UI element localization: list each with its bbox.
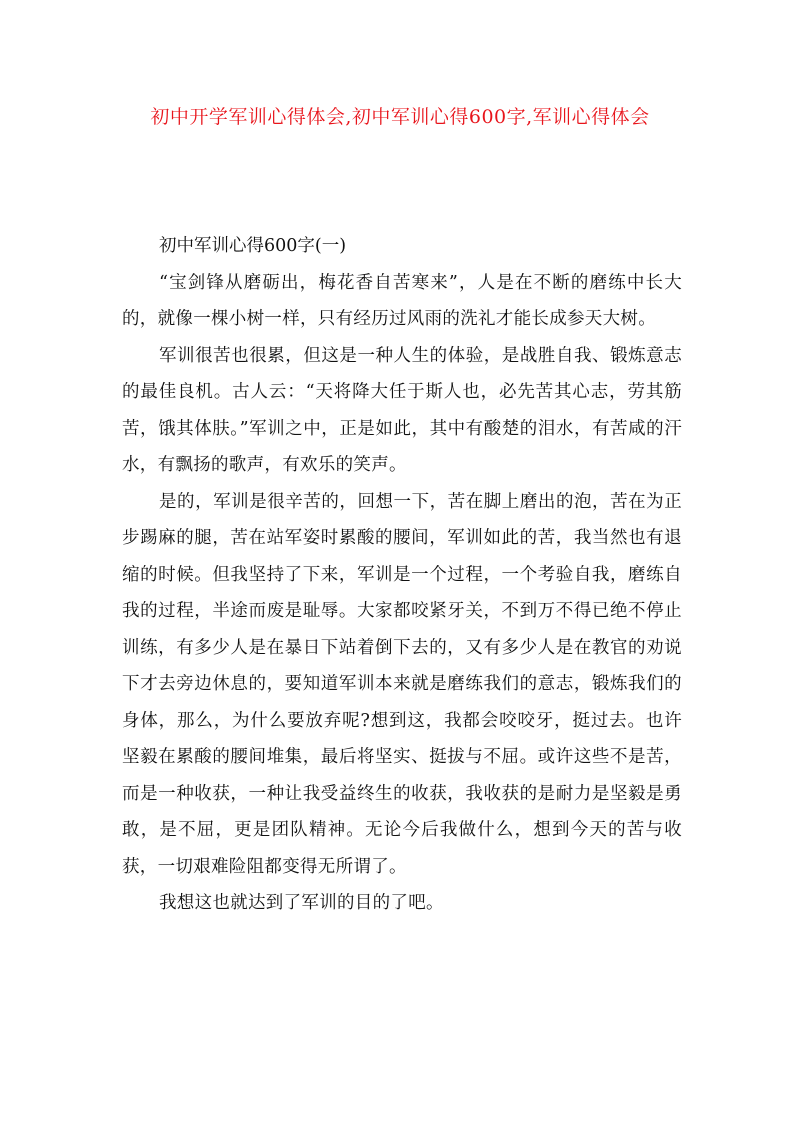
- paragraph-4: 我想这也就达到了军训的目的了吧。: [159, 893, 444, 913]
- paragraph-2: 军训很苦也很累，但这是一种人生的体验，是战胜自我、锻炼意志的最佳良机。古人云：“天将降大任于斯人也，必先苦其心志，劳其筋苦，饿其体肤。”军训之中，正是如此，其中有酸楚的泪水，有苦咸的汗水，有飘扬的歌声，有欢乐的笑声。: [122, 345, 682, 475]
- paragraph-1: “宝剑锋从磨砺出，梅花香自苦寒来”，人是在不断的磨练中长大的，就像一棵小树一样，只有经历过风雨的洗礼才能长成参天大树。: [122, 272, 682, 329]
- document-title: 初中开学军训心得体会,初中军训心得600字,军训心得体会: [150, 106, 650, 128]
- paragraph-3: 是的，军训是很辛苦的，回想一下，苦在脚上磨出的泡，苦在为正步踢麻的腿，苦在站军姿时累酸的腰间，军训如此的苦，我当然也有退缩的时候。但我坚持了下来，军训是一个过程，一个考验自我，磨练自我的过程，半途而废是耻辱。大家都咬紧牙关，不到万不得已绝不停止训练，有多少人是在暴日下站着倒下去的，又有多少人是在教官的劝说下才去旁边休息的，要知道军训本来就是磨练我们的意志，锻炼我们的身体，那么，为什么要放弃呢?想到这，我都会咬咬牙，挺过去。也许坚毅在累酸的腰间堆集，最后将坚实、挺拔与不屈。或许这些不是苦，而是一种收获，一种让我受益终生的收获，我收获的是耐力是坚毅是勇敢，是不屈，更是团队精神。无论今后我做什么，想到今天的苦与收获，一切艰难险阻都变得无所谓了。: [122, 491, 682, 877]
- section-title: 初中军训心得600字(一): [159, 236, 347, 256]
- document-body: [122, 228, 682, 922]
